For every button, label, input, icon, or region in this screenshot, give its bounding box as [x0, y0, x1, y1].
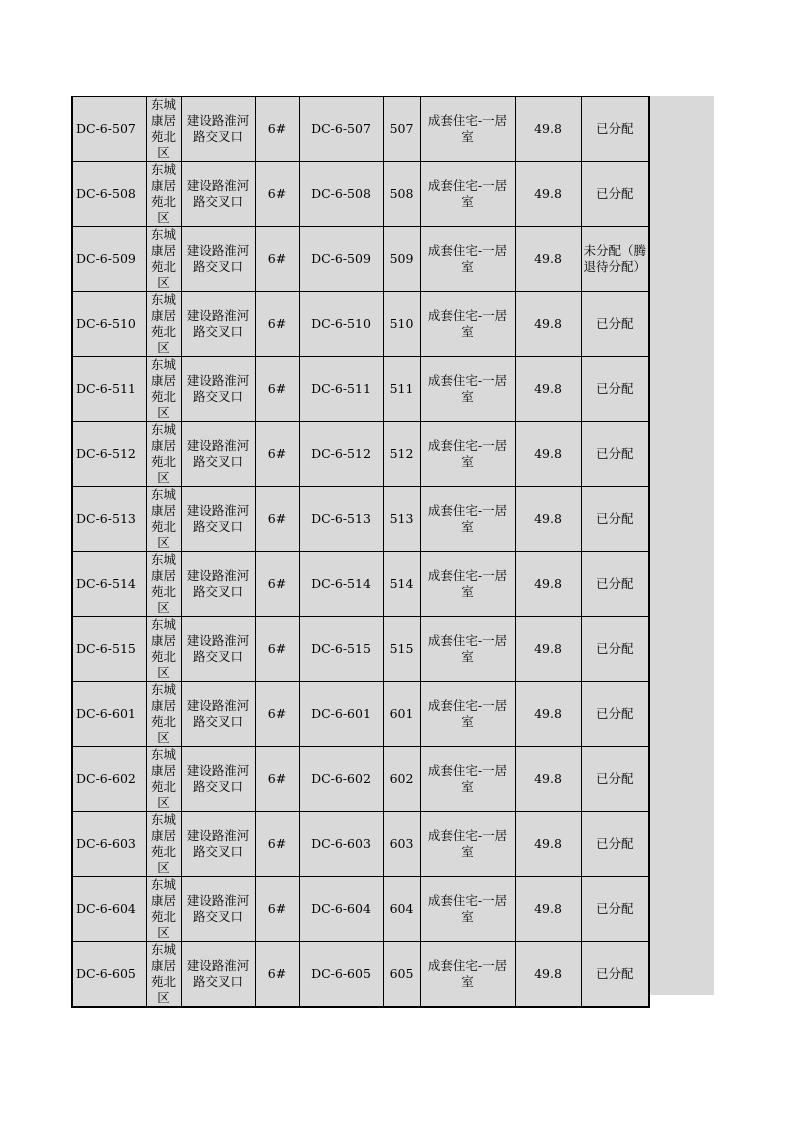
cell-building: 6#	[255, 747, 299, 812]
cell-area: 东城康居苑北区	[146, 422, 181, 487]
table-row	[72, 357, 649, 422]
cell-area: 东城康居苑北区	[146, 97, 181, 162]
cell-room: 508	[383, 162, 420, 227]
cell-area: 东城康居苑北区	[146, 227, 181, 292]
cell-status: 已分配	[581, 877, 649, 942]
cell-unit-code: DC-6-601	[299, 682, 383, 747]
cell-building: 6#	[255, 292, 299, 357]
cell-size: 49.8	[515, 552, 581, 617]
table-row	[72, 487, 649, 552]
cell-size: 49.8	[515, 357, 581, 422]
cell-area: 东城康居苑北区	[146, 942, 181, 1008]
cell-unit-code: DC-6-515	[299, 617, 383, 682]
cell-area: 东城康居苑北区	[146, 552, 181, 617]
cell-unit-code: DC-6-507	[299, 97, 383, 162]
cell-address: 建设路淮河路交叉口	[181, 422, 255, 487]
cell-type: 成套住宅-一居室	[420, 552, 515, 617]
cell-room: 512	[383, 422, 420, 487]
table-row	[72, 97, 649, 162]
cell-type: 成套住宅-一居室	[420, 357, 515, 422]
cell-address: 建设路淮河路交叉口	[181, 487, 255, 552]
table-row	[72, 552, 649, 617]
cell-room: 513	[383, 487, 420, 552]
cell-address: 建设路淮河路交叉口	[181, 292, 255, 357]
cell-status: 未分配（腾退待分配）	[581, 227, 649, 292]
cell-unit-code: DC-6-603	[299, 812, 383, 877]
table-row	[72, 942, 649, 1008]
cell-building: 6#	[255, 812, 299, 877]
cell-area: 东城康居苑北区	[146, 812, 181, 877]
cell-size: 49.8	[515, 292, 581, 357]
cell-unit-code: DC-6-602	[299, 747, 383, 812]
cell-address: 建设路淮河路交叉口	[181, 617, 255, 682]
cell-size: 49.8	[515, 942, 581, 1008]
cell-unit-code: DC-6-508	[299, 162, 383, 227]
cell-id: DC-6-511	[72, 357, 146, 422]
cell-building: 6#	[255, 617, 299, 682]
housing-table	[71, 96, 650, 1008]
table-row	[72, 812, 649, 877]
cell-size: 49.8	[515, 487, 581, 552]
cell-status: 已分配	[581, 747, 649, 812]
table-row	[72, 227, 649, 292]
table-row	[72, 617, 649, 682]
cell-type: 成套住宅-一居室	[420, 422, 515, 487]
cell-type: 成套住宅-一居室	[420, 812, 515, 877]
cell-unit-code: DC-6-510	[299, 292, 383, 357]
table-body	[72, 97, 649, 1008]
cell-building: 6#	[255, 357, 299, 422]
cell-unit-code: DC-6-512	[299, 422, 383, 487]
cell-room: 515	[383, 617, 420, 682]
cell-room: 514	[383, 552, 420, 617]
cell-id: DC-6-514	[72, 552, 146, 617]
cell-type: 成套住宅-一居室	[420, 487, 515, 552]
cell-status: 已分配	[581, 97, 649, 162]
cell-room: 511	[383, 357, 420, 422]
cell-address: 建设路淮河路交叉口	[181, 942, 255, 1008]
cell-building: 6#	[255, 487, 299, 552]
cell-id: DC-6-515	[72, 617, 146, 682]
cell-area: 东城康居苑北区	[146, 877, 181, 942]
cell-id: DC-6-509	[72, 227, 146, 292]
cell-building: 6#	[255, 422, 299, 487]
table-row	[72, 877, 649, 942]
cell-area: 东城康居苑北区	[146, 162, 181, 227]
cell-building: 6#	[255, 877, 299, 942]
cell-area: 东城康居苑北区	[146, 617, 181, 682]
cell-size: 49.8	[515, 422, 581, 487]
cell-status: 已分配	[581, 942, 649, 1008]
cell-size: 49.8	[515, 162, 581, 227]
cell-unit-code: DC-6-514	[299, 552, 383, 617]
cell-room: 602	[383, 747, 420, 812]
cell-size: 49.8	[515, 682, 581, 747]
table-row	[72, 682, 649, 747]
cell-type: 成套住宅-一居室	[420, 747, 515, 812]
cell-type: 成套住宅-一居室	[420, 292, 515, 357]
cell-status: 已分配	[581, 812, 649, 877]
cell-size: 49.8	[515, 812, 581, 877]
cell-status: 已分配	[581, 552, 649, 617]
cell-building: 6#	[255, 97, 299, 162]
cell-id: DC-6-512	[72, 422, 146, 487]
cell-type: 成套住宅-一居室	[420, 162, 515, 227]
cell-room: 507	[383, 97, 420, 162]
cell-address: 建设路淮河路交叉口	[181, 162, 255, 227]
cell-room: 603	[383, 812, 420, 877]
cell-status: 已分配	[581, 682, 649, 747]
cell-status: 已分配	[581, 292, 649, 357]
cell-id: DC-6-604	[72, 877, 146, 942]
cell-id: DC-6-508	[72, 162, 146, 227]
cell-room: 605	[383, 942, 420, 1008]
cell-address: 建设路淮河路交叉口	[181, 552, 255, 617]
cell-type: 成套住宅-一居室	[420, 877, 515, 942]
cell-area: 东城康居苑北区	[146, 747, 181, 812]
cell-id: DC-6-507	[72, 97, 146, 162]
cell-area: 东城康居苑北区	[146, 682, 181, 747]
cell-size: 49.8	[515, 617, 581, 682]
cell-building: 6#	[255, 162, 299, 227]
cell-id: DC-6-513	[72, 487, 146, 552]
cell-room: 509	[383, 227, 420, 292]
table-row	[72, 292, 649, 357]
cell-id: DC-6-510	[72, 292, 146, 357]
cell-size: 49.8	[515, 227, 581, 292]
cell-size: 49.8	[515, 97, 581, 162]
table-row	[72, 162, 649, 227]
cell-address: 建设路淮河路交叉口	[181, 877, 255, 942]
cell-id: DC-6-601	[72, 682, 146, 747]
cell-type: 成套住宅-一居室	[420, 682, 515, 747]
cell-id: DC-6-605	[72, 942, 146, 1008]
cell-address: 建设路淮河路交叉口	[181, 682, 255, 747]
table-row	[72, 747, 649, 812]
cell-type: 成套住宅-一居室	[420, 942, 515, 1008]
cell-type: 成套住宅-一居室	[420, 617, 515, 682]
cell-area: 东城康居苑北区	[146, 292, 181, 357]
cell-area: 东城康居苑北区	[146, 357, 181, 422]
cell-building: 6#	[255, 552, 299, 617]
cell-unit-code: DC-6-511	[299, 357, 383, 422]
cell-area: 东城康居苑北区	[146, 487, 181, 552]
cell-size: 49.8	[515, 747, 581, 812]
cell-status: 已分配	[581, 487, 649, 552]
table-row	[72, 422, 649, 487]
cell-unit-code: DC-6-605	[299, 942, 383, 1008]
cell-id: DC-6-603	[72, 812, 146, 877]
cell-id: DC-6-602	[72, 747, 146, 812]
cell-building: 6#	[255, 227, 299, 292]
cell-status: 已分配	[581, 617, 649, 682]
cell-status: 已分配	[581, 422, 649, 487]
cell-building: 6#	[255, 942, 299, 1008]
cell-unit-code: DC-6-604	[299, 877, 383, 942]
cell-room: 601	[383, 682, 420, 747]
cell-unit-code: DC-6-513	[299, 487, 383, 552]
cell-address: 建设路淮河路交叉口	[181, 97, 255, 162]
cell-address: 建设路淮河路交叉口	[181, 357, 255, 422]
cell-status: 已分配	[581, 162, 649, 227]
cell-type: 成套住宅-一居室	[420, 227, 515, 292]
cell-status: 已分配	[581, 357, 649, 422]
cell-address: 建设路淮河路交叉口	[181, 747, 255, 812]
cell-address: 建设路淮河路交叉口	[181, 227, 255, 292]
cell-room: 510	[383, 292, 420, 357]
cell-size: 49.8	[515, 877, 581, 942]
cell-unit-code: DC-6-509	[299, 227, 383, 292]
cell-type: 成套住宅-一居室	[420, 97, 515, 162]
cell-building: 6#	[255, 682, 299, 747]
cell-address: 建设路淮河路交叉口	[181, 812, 255, 877]
cell-room: 604	[383, 877, 420, 942]
